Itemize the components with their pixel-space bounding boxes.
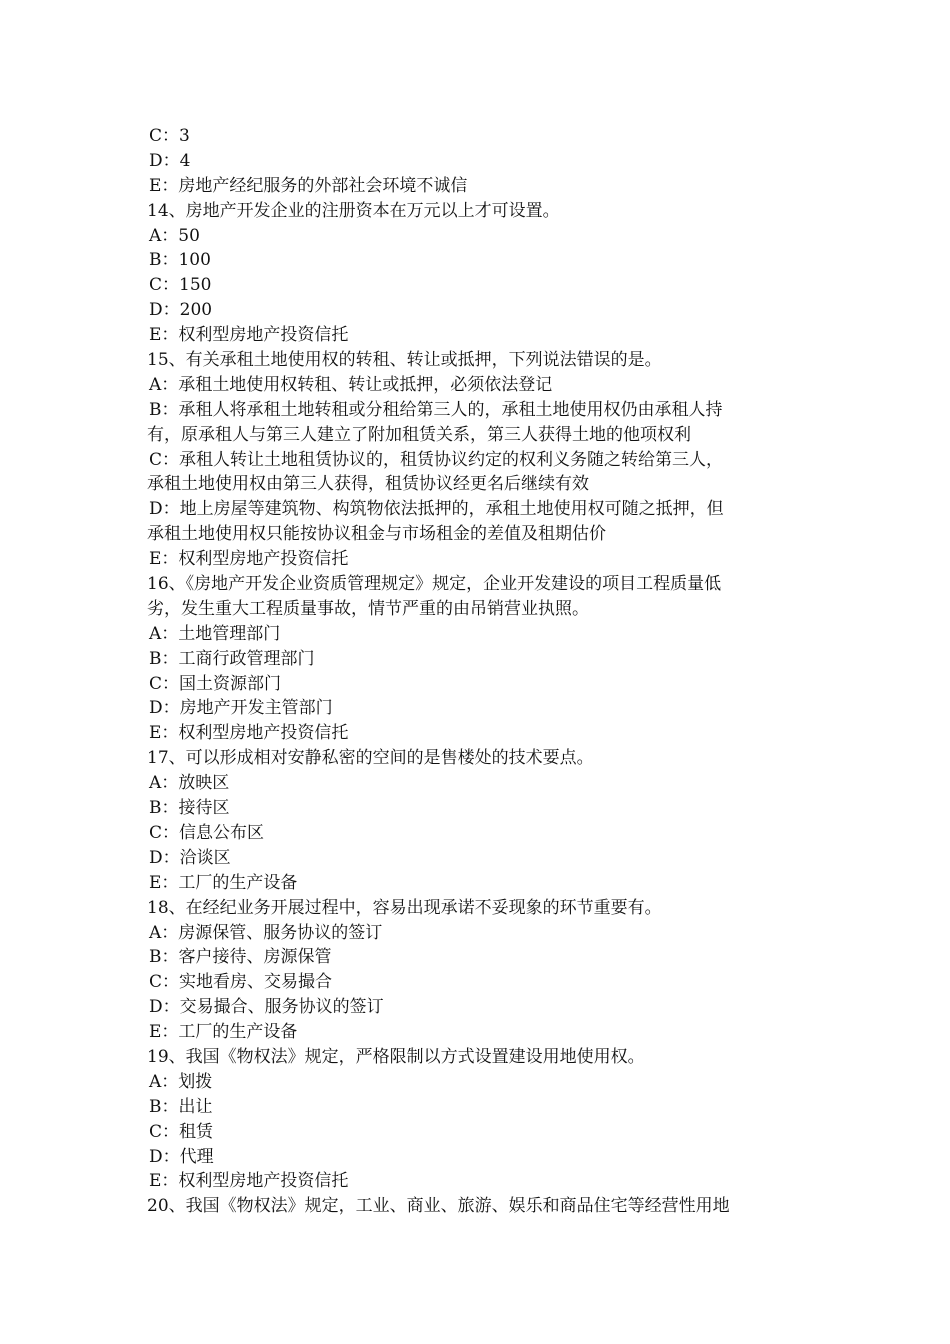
- option-line: E：工厂的生产设备: [149, 872, 298, 893]
- continuation-line: 承租土地使用权由第三人获得，租赁协议经更名后继续有效: [147, 474, 589, 495]
- option-line: D：洽谈区: [149, 847, 231, 868]
- option-line: C：信息公布区: [149, 822, 265, 843]
- option-line: E：权利型房地产投资信托: [149, 723, 349, 744]
- continuation-line: 劣，发生重大工程质量事故，情节严重的由吊销营业执照。: [147, 598, 589, 619]
- question-line: 14、房地产开发企业的注册资本在万元以上才可设置。: [147, 200, 560, 221]
- option-line: B：接待区: [149, 798, 230, 819]
- option-line: B：100: [149, 250, 211, 271]
- question-line: 20、我国《物权法》规定，工业、商业、旅游、娱乐和商品住宅等经营性用地: [147, 1196, 730, 1217]
- question-line: 19、我国《物权法》规定，严格限制以方式设置建设用地使用权。: [147, 1046, 645, 1067]
- continuation-line: 有，原承租人与第三人建立了附加租赁关系，第三人获得土地的他项权利: [147, 424, 691, 445]
- option-line: E：房地产经纪服务的外部社会环境不诚信: [149, 175, 468, 196]
- option-line: E：权利型房地产投资信托: [149, 325, 349, 346]
- option-line: A：划拨: [149, 1071, 213, 1092]
- option-line: D：地上房屋等建筑物、构筑物依法抵押的，承租土地使用权可随之抵押，但: [149, 499, 724, 520]
- option-line: E：工厂的生产设备: [149, 1022, 298, 1043]
- option-line: E：权利型房地产投资信托: [149, 1171, 349, 1192]
- option-line: D：房地产开发主管部门: [149, 698, 333, 719]
- option-line: A：土地管理部门: [149, 623, 281, 644]
- option-line: E：权利型房地产投资信托: [149, 549, 349, 570]
- option-line: B：承租人将承租土地转租或分租给第三人的，承租土地使用权仍由承租人持: [149, 399, 723, 420]
- option-line: A：放映区: [149, 773, 230, 794]
- option-line: B：出让: [149, 1096, 213, 1117]
- option-line: C：3: [149, 126, 190, 146]
- option-line: B：客户接待、房源保管: [149, 947, 332, 968]
- option-line: D：200: [149, 300, 213, 321]
- option-line: C：150: [149, 275, 212, 296]
- option-line: D：代理: [149, 1146, 214, 1167]
- question-line: 18、在经纪业务开展过程中，容易出现承诺不妥现象的环节重要有。: [147, 897, 662, 918]
- option-line: B：工商行政管理部门: [149, 648, 315, 669]
- option-line: C：国土资源部门: [149, 673, 282, 694]
- question-line: 17、可以形成相对安静私密的空间的是售楼处的技术要点。: [147, 748, 594, 769]
- question-line: 16、《房地产开发企业资质管理规定》规定，企业开发建设的项目工程质量低: [147, 574, 722, 595]
- document-body: [147, 124, 817, 1219]
- option-line: A：50: [149, 225, 200, 246]
- option-line: C：实地看房、交易撮合: [149, 972, 333, 993]
- continuation-line: 承租土地使用权只能按协议租金与市场租金的差值及租期估价: [147, 524, 606, 545]
- option-line: C：承租人转让土地租赁协议的，租赁协议约定的权利义务随之转给第三人，: [149, 449, 724, 470]
- option-line: C：租赁: [149, 1121, 214, 1142]
- option-line: D：交易撮合、服务协议的签订: [149, 997, 384, 1018]
- question-line: 15、有关承租土地使用权的转租、转让或抵押，下列说法错误的是。: [147, 350, 662, 371]
- option-line: D：4: [149, 150, 191, 171]
- option-line: A：房源保管、服务协议的签订: [149, 922, 383, 943]
- option-line: A：承租土地使用权转租、转让或抵押，必须依法登记: [149, 374, 553, 395]
